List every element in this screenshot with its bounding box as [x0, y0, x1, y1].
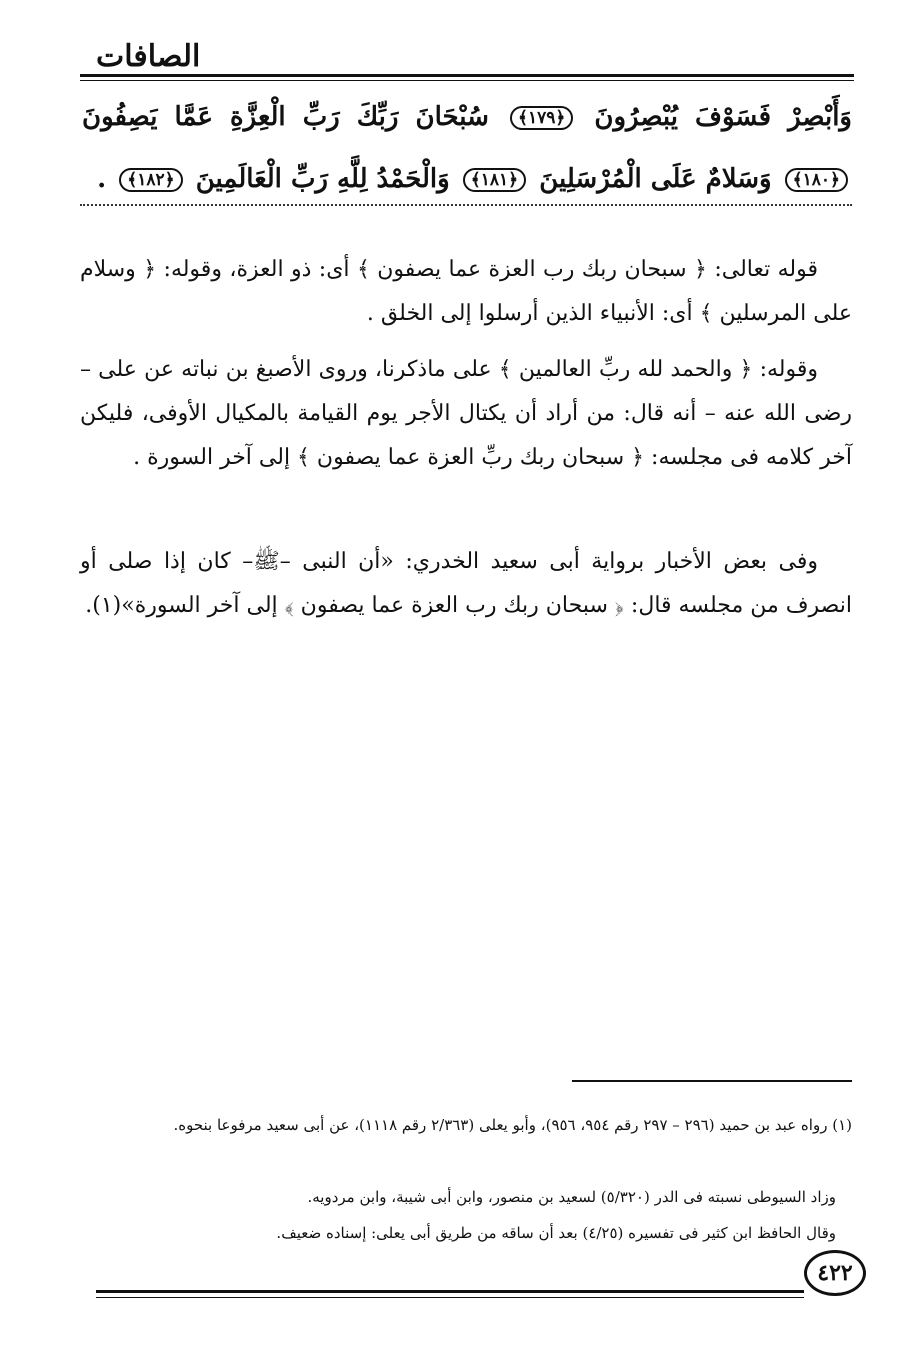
footnote: وقال الحافظ ابن كثير فى تفسيره (٤/٢٥) بعد أن ساقه من طريق أبى يعلى: إسناده ضعيف.: [276, 1224, 836, 1242]
page-number: ٤٢٢: [804, 1250, 866, 1296]
verse-end-mark: .: [97, 164, 107, 194]
quran-verses: [82, 86, 852, 210]
ayah-number-marker: ﴿١٨٠﴾: [785, 168, 848, 192]
ayah-number-marker: ﴿١٨١﴾: [463, 168, 526, 192]
header-rule: [80, 74, 854, 77]
footnote: (١) رواه عبد بن حميد (٢٩٦ – ٢٩٧ رقم ٩٥٤، ٩٥٦)، وأبو يعلى (٢/٣٦٣ رقم ١١١٨)، عن أبى سعيد مرفوعا بنحوه.: [173, 1116, 852, 1134]
footer-rule-thin: [96, 1297, 804, 1298]
commentary-paragraph: قوله تعالى: ﴿ سبحان ربك رب العزة عما يصفون ﴾ أى: ذو العزة، وقوله: ﴿ وسلام على المرسلين ﴾ أى: الأنبياء الذين أرسلوا إلى الخلق .: [80, 257, 852, 326]
header-rule-thin: [80, 80, 854, 81]
ayah-number-marker: ﴿١٨٢﴾: [119, 168, 182, 192]
commentary-paragraph: وقوله: ﴿ والحمد لله ربِّ العالمين ﴾ على ماذكرنا، وروى الأصبغ بن نباته عن على – رضى الله عنه – أنه قال: من أراد أن يكتال الأجر يوم القيامة بالمكيال الأوفى، فليكن آخر كلامه فى مجلسه: ﴿ سبحان ربك ربِّ العزة عما يصفون ﴾ إلى آخر السورة .: [80, 357, 852, 470]
ayah-number-marker: ﴿١٧٩﴾: [510, 106, 573, 130]
verse-text: وَأَبْصِرْ فَسَوْفَ يُبْصِرُونَ: [594, 102, 852, 132]
surah-title: الصافات: [96, 39, 201, 74]
footnote-separator: [572, 1080, 852, 1082]
verse-text: وَسَلامٌ عَلَى الْمُرْسَلِينَ: [539, 164, 772, 194]
verse-text: وَالْحَمْدُ لِلَّهِ رَبِّ الْعَالَمِينَ: [195, 164, 450, 194]
footnote: وزاد السيوطى نسبته فى الدر (٥/٣٢٠) لسعيد بن منصور، وابن أبى شيبة، وابن مردويه.: [307, 1188, 836, 1206]
section-divider: [80, 204, 852, 206]
commentary-paragraph: وفى بعض الأخبار برواية أبى سعيد الخدري: «أن النبى –ﷺ– كان إذا صلى أو انصرف من مجلسه قال: ﴿ سبحان ربك رب العزة عما يصفون ﴾ إلى آخر السورة»(١).: [80, 549, 852, 618]
verse-text: سُبْحَانَ رَبِّكَ رَبِّ الْعِزَّةِ عَمَّا يَصِفُونَ: [82, 102, 489, 132]
page-header: [80, 40, 854, 80]
footer-rule: [96, 1290, 804, 1293]
